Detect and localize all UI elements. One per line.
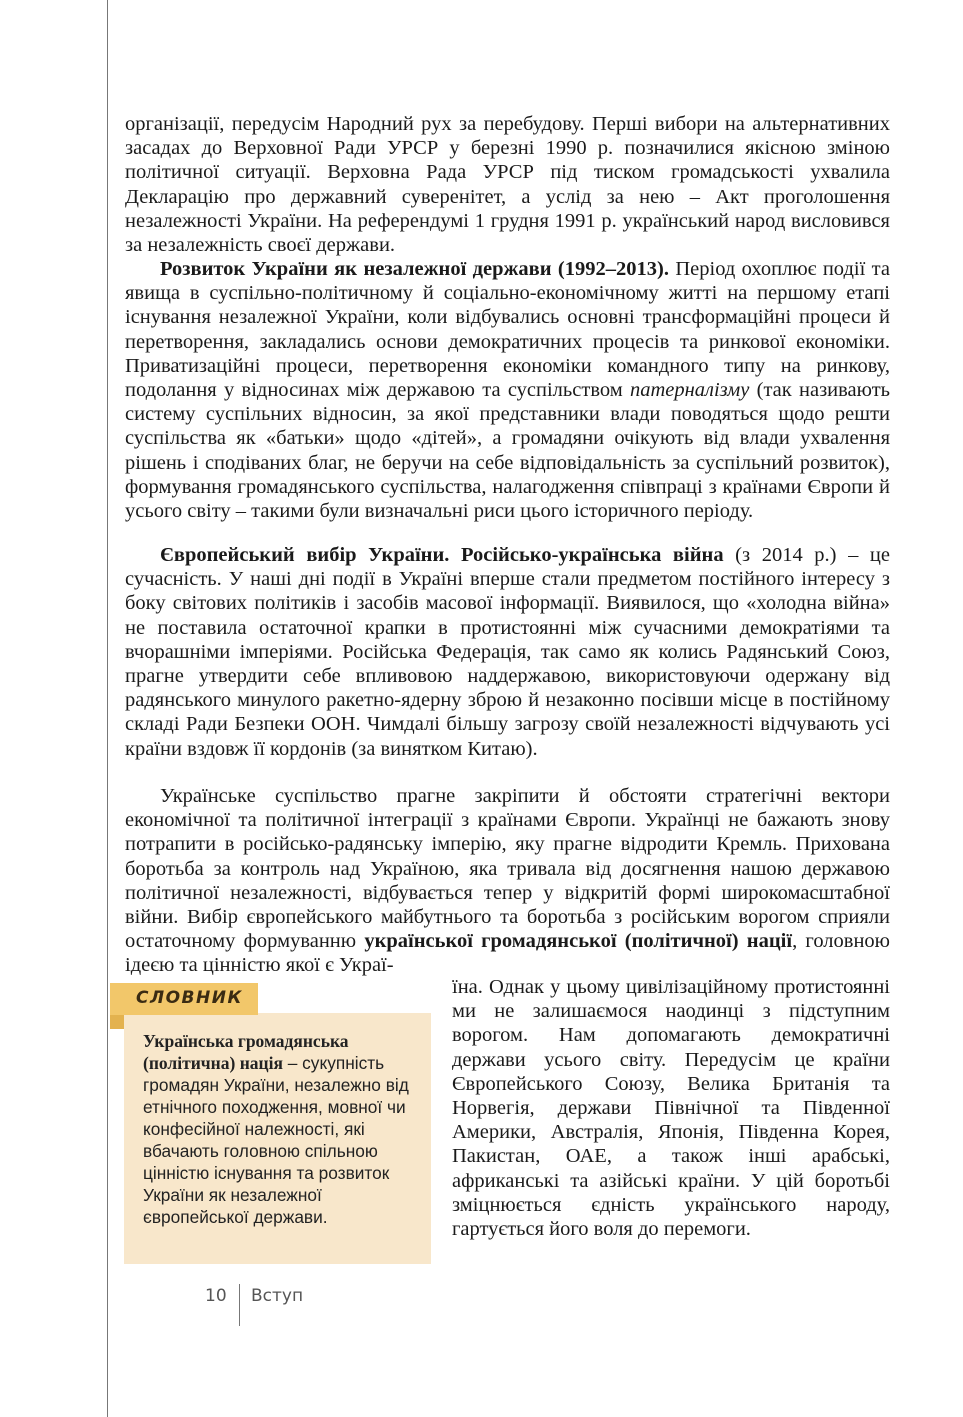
paragraph-european-choice xyxy=(125,543,890,761)
section-heading: Розвиток України як незалежної держави (1992–2013). xyxy=(160,258,669,280)
glossary-tab-fold xyxy=(110,1015,124,1029)
paragraph-text: Період охоплює події та явища в суспільно-політичному й соціально-економічному житті на першому етапі існування незалежної України, коли відбувались основні трансформаційні процеси й перетворення, закладались основи демократичних процесів та ринкової економіки. Приватизаційні процеси, перетворення економіки командного типу на ринкову, подолання у відносинах між державою та суспільством xyxy=(125,258,890,402)
section-name: Вступ xyxy=(251,1286,304,1306)
paragraph-text: (так називають систему суспільних відносин, за якої представники влади поводяться щодо решти суспільства як «батьки» щодо «дітей», а громадяни очікують від влади ухвалення рішень і сподіваних благ, не беручи на себе відповідальність за суспільний розвиток), формування громадянського суспільства, налагодження співпраці з країнами Європи й усього світу – такими були визначальні риси цього історичного періоду. xyxy=(125,379,890,523)
term-italic: патерналізму xyxy=(629,379,750,402)
glossary-title: СЛОВНИК xyxy=(136,988,243,1008)
paragraph-independence xyxy=(125,257,890,523)
paragraph-text: організації, передусім Народний рух за перебудову. Перші вибори на альтернативних засадах до Верховної Ради УРСР у березні 1990 р. позначилися якісною зміною політичної ситуації. Верховна Рада УРСР під тиском громадськості ухвалила Декларацію про державний суверенітет, а услід за нею – Акт проголошення незалежності України. На референдумі 1 грудня 1991 р. український народ висловився за незалежність своєї держави. xyxy=(125,113,890,257)
section-heading: Європейський вибір України. Російсько-українська війна xyxy=(160,544,724,566)
page-margin-rule xyxy=(107,0,108,1417)
paragraph-ukrainian-society xyxy=(125,784,890,978)
page-number: 10 xyxy=(205,1286,227,1306)
glossary-entry xyxy=(143,1030,415,1228)
paragraph-continuation xyxy=(452,975,890,1241)
paragraph-text: (з 2014 р.) – це сучасність. У наші дні події в Україні вперше стали предметом постійного інтересу з боку світових політиків і засобів масової інформації. Виявилося, що «холодна війна» не поставила остаточної крапки в протистоянні між сучасними демократіями та вчорашніми імперіями. Російська Федерація, так само як колись Радянський Союз, прагне утвердити себе впливовою наддержавою, використовуючи одержану від радянського минулого ракетно-ядерну зброю й незаконно посівши місце в постійному складі Ради Безпеки ООН. Чимдалі більшу загрозу своїй незалежності відчувають усі країни вздовж її кордонів (за винятком Китаю). xyxy=(125,544,890,760)
glossary-definition: – сукупність громадян України, незалежно від етнічного походження, мовної чи конфесійної належності, які вбачають головною спільною цінністю існування та розвиток України як незалежної європейської держави. xyxy=(143,1053,409,1227)
glossary-term: Українська громадянська (політична) нація xyxy=(143,1031,349,1073)
paragraph-text: , головною ідеєю та цінністю якої є Украї- xyxy=(125,930,890,977)
glossary-tab xyxy=(110,983,258,1015)
term-bold: української громадянської (політичної) нації xyxy=(364,930,793,953)
paragraph-text: їна. Однак у цьому цивілізаційному протистоянні ми не залишаємося наодинці з підступним ворогом. Нам допомагають демократичні держави усього світу. Передусім це країни Європейського Союзу, Велика Британія та Норвегія, держави Північної та Південної Америки, Австралія, Японія, Південна Корея, Пакистан, ОАЕ, а також інші арабські, африканські та азійські країни. У цій боротьбі зміцнюється єдність українського народу, гартується його воля до перемоги. xyxy=(452,976,890,1241)
paragraph-intro xyxy=(125,112,890,257)
paragraph-text: Українське суспільство прагне закріпити й обстояти стратегічні вектори економічної та політичної інтеграції з країнами Європи. Українці не бажають знову потрапити в російсько-радянську імперію, яку прагне відродити Кремль. Прихована боротьба за контроль над Україною, яка тривала від досягнення нашою державою політичної незалежності, відбувається тепер у відкритій формі широкомасштабної війни. Вибір європейського майбутнього та боротьба з російським ворогом сприяли остаточному формуванню xyxy=(125,785,890,953)
footer-divider xyxy=(239,1284,240,1326)
